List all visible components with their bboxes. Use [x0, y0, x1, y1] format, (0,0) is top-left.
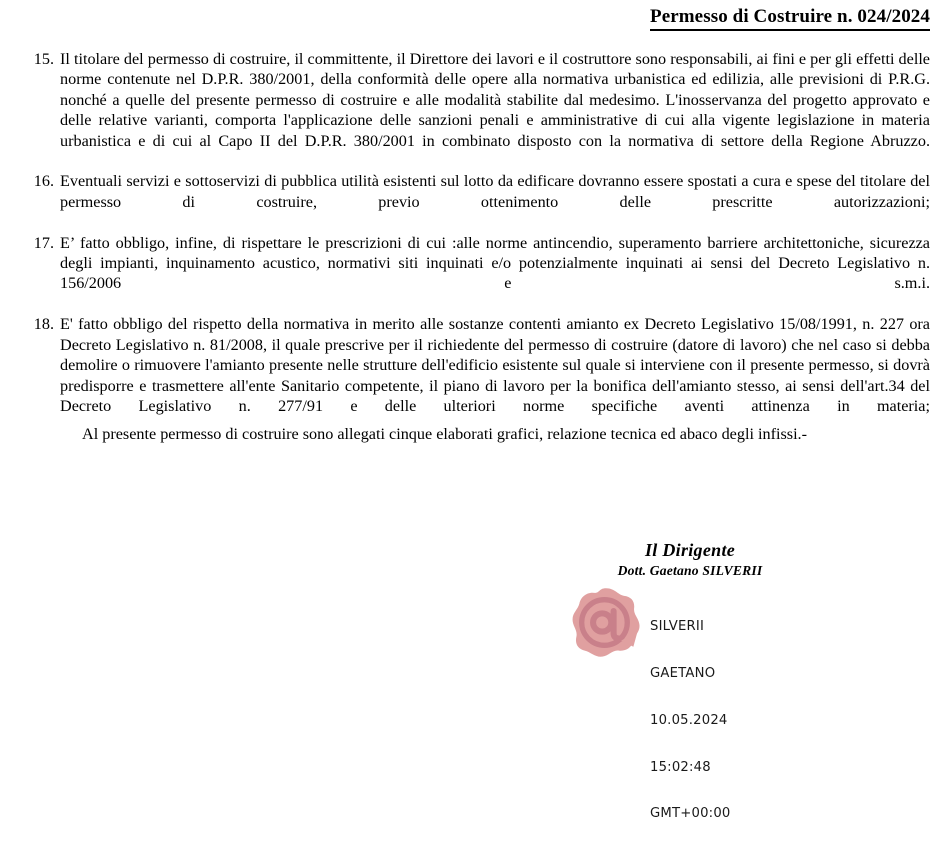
stamp-line-surname: SILVERII: [650, 619, 705, 635]
clause-item-18: [22, 314, 930, 436]
stamp-line-timezone: GMT+00:00: [650, 806, 731, 822]
digital-signature-stamp: [568, 586, 731, 853]
page-title: Permesso di Costruire n. 024/2024: [650, 6, 930, 31]
clause-item-17: [22, 233, 930, 315]
clause-number: 16.: [33, 172, 54, 191]
clause-number: 17.: [33, 233, 54, 252]
clause-list: [22, 49, 930, 437]
clause-text: Eventuali servizi e sottoservizi di pubblica utilità esistenti sul lotto da edificare dovranno essere spostati a cura e spese del titolare del permesso di costruire, previo ottenimento delle prescritte autorizzazioni;: [60, 172, 930, 211]
at-sign-wax-seal-icon: [568, 586, 644, 662]
signature-block: [540, 540, 840, 580]
clause-number: 18.: [33, 315, 54, 334]
document-title-row: [0, 6, 930, 31]
closing-paragraph: Al presente permesso di costruire sono allegati cinque elaborati grafici, relazione tecnica ed abaco degli infissi.-: [82, 425, 807, 443]
stamp-line-date: 10.05.2024: [650, 712, 728, 728]
clause-number: 15.: [33, 50, 54, 68]
stamp-text-block: [650, 586, 731, 853]
clause-item-16: [22, 171, 930, 232]
clause-text: E’ fatto obbligo, infine, di rispettare le prescrizioni di cui :alle norme antincendio, superamento barriere architettoniche, sicurezza degli impianti, inquinamento acustico, normativi siti inquinati e/o potenzialmente inquinati ai sensi del Decreto Legislativo n. 156/2006 e s.m.i.: [60, 233, 930, 293]
clause-text: E' fatto obbligo del rispetto della normativa in merito alle sostanze contenti amianto ex Decreto Legislativo 15/08/1991, n. 227 ora Decreto Legislativo n. 81/2008, il quale prescrive per il richiedente del permesso di costruire (datore di lavoro) che nel caso si debba demolire o rimuovere l'amianto presente nelle strutture dell'edificio esistente sul quale si interviene con il presente permesso, si dovrà predisporre e trasmettere all'ente Sanitario competente, il piano di lavoro per la bonifica dell'amianto stesso, ai sensi dell'art.34 del Decreto Legislativo n. 277/91 e delle ulteriori norme specifiche aventi attinenza in materia;: [60, 315, 930, 415]
stamp-line-time: 15:02:48: [650, 759, 711, 775]
signatory-role: Il Dirigente: [644, 540, 736, 560]
clause-text: Il titolare del permesso di costruire, il committente, il Direttore dei lavori e il costruttore sono responsabili, ai fini e per gli effetti delle norme contenute nel D.P.R. 380/2001, della conformità delle opere alla normativa urbanistica ed edilizia, alle previsioni di P.R.G. nonché a quelle del presente permesso di costruire e alle modalità stabilite dal medesimo. L'inosservanza del progetto approvato e delle relative varianti, comporta l'applicazione delle sanzioni penali e amministrative di cui alla vigente legislazione in materia urbanistica e di cui al Capo II del D.P.R. 380/2001 in combinato disposto con la normativa di settore della Regione Abruzzo.: [60, 50, 930, 150]
stamp-line-givenname: GAETANO: [650, 665, 716, 681]
clause-item-15: [22, 49, 930, 171]
signatory-name: Dott. Gaetano SILVERII: [617, 563, 763, 579]
